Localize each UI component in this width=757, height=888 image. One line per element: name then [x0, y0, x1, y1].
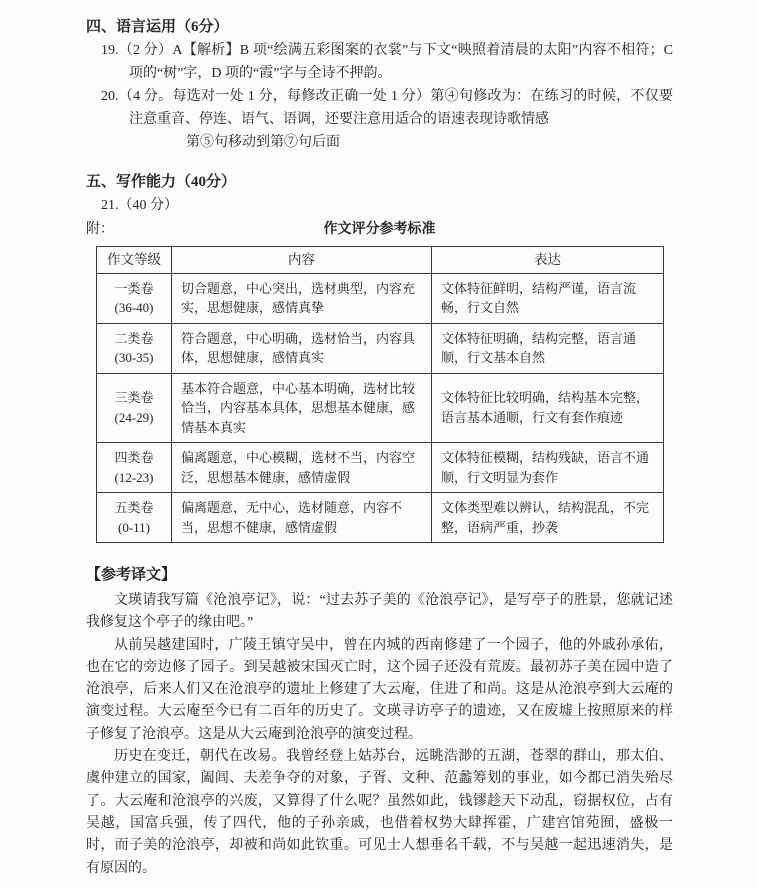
grade-range: (36-40) [114, 300, 154, 315]
table-row-grade-1 [97, 273, 664, 323]
translation-paragraph-3: 历史在变迁，朝代在改易。我曾经登上姑苏台，远眺浩渺的五湖，苍翠的群山，那太伯、虞仲建立的国家，阖闾、夫差争夺的对象，子胥、文种、范蠡筹划的事业，如今都已消失殆尽了。大云庵和沧浪亭的兴废，又算得了什么呢？虽然如此，钱镠趁天下动乱，窃据权位，占有吴越，国富兵强，传了四代，他的子孙亲戚，也借着权势大肆挥霍，广建宫馆苑囿，盛极一时，而子美的沧浪亭，却被和尚如此钦重。可见士人想垂名千载，不与吴越一起迅速消失，是有原因的。 [86, 749, 673, 876]
answer-item-19: 19.（2 分）A【解析】B 项“绘满五彩图案的衣裳”与下文“映照着清晨的太阳”内容不相符；C 项的“树”字，D 项的“霞”字与全诗不押韵。 [101, 43, 673, 81]
table-header-row [97, 247, 664, 274]
expression-cell: 文体特征模糊，结构残缺，语言不通顺，行文明显为套作 [432, 443, 664, 493]
grading-table-title: 作文评分参考标准 [323, 222, 436, 237]
grade-name: 五类卷 [114, 500, 154, 515]
table-row-grade-2 [97, 323, 664, 373]
grade-cell [97, 273, 172, 323]
expression-cell: 文体特征鲜明，结构严谨，语言流畅，行文自然 [432, 273, 664, 323]
grading-criteria-table [96, 246, 664, 543]
grade-cell [97, 443, 172, 493]
reference-translation-title: 【参考译文】 [86, 567, 177, 583]
answer-item-20: 20.（4 分。每选对一处 1 分，每修改正确一处 1 分）第④句修改为：在练习的时候，不仅要注意重音、停连、语气、语调，还要注意用适合的语速表现诗歌情感 [101, 89, 673, 127]
grade-cell [97, 323, 172, 373]
section-language-title: 四、语言运用（6分） [86, 19, 229, 35]
table-row-grade-4 [97, 443, 664, 493]
grade-name: 二类卷 [114, 330, 154, 346]
appendix-label: 附： [86, 222, 114, 237]
content-cell: 偏离题意，中心模糊，选材不当，内容空泛，思想基本健康，感情虚假 [172, 443, 432, 493]
content-cell: 切合题意，中心突出，选材典型，内容充实，思想健康，感情真挚 [172, 273, 432, 323]
answer-item-20-note: 第⑤句移动到第⑦句后面 [186, 135, 340, 150]
answer-item-21: 21.（40 分） [101, 198, 178, 213]
grade-cell [97, 373, 172, 443]
grade-range: (0-11) [117, 519, 150, 535]
grade-range: (24-29) [114, 409, 154, 425]
expression-cell: 文体类型难以辨认，结构混乱，不完整，语病严重，抄袭 [432, 493, 664, 543]
column-header-content: 内容 [172, 247, 432, 274]
column-header-grade: 作文等级 [97, 247, 172, 274]
section-writing-title: 五、写作能力（40分） [86, 174, 237, 190]
expression-cell: 文体特征比较明确，结构基本完整，语言基本通顺，行文有套作痕迹 [432, 373, 664, 443]
grade-range: (30-35) [114, 350, 154, 365]
table-row-grade-5 [97, 493, 664, 543]
expression-cell: 文体特征明确，结构完整，语言通顺，行文基本自然 [432, 323, 664, 373]
column-header-expression: 表达 [432, 247, 664, 274]
grade-name: 四类卷 [114, 450, 154, 465]
content-cell: 偏离题意，无中心，选材随意，内容不当，思想不健康，感情虚假 [172, 493, 432, 543]
content-cell: 符合题意，中心明确，选材恰当，内容具体，思想健康，感情真实 [172, 323, 432, 373]
grade-name: 一类卷 [114, 280, 154, 296]
content-cell: 基本符合题意，中心基本明确，选材比较恰当，内容基本具体，思想基本健康，感情基本真实 [172, 373, 432, 443]
grade-range: (12-23) [114, 469, 154, 485]
translation-paragraph-1: 文瑛请我写篇《沧浪亭记》，说：“过去苏子美的《沧浪亭记》，是写亭子的胜景，您就记述我修复这个亭子的缘由吧。” [86, 593, 673, 631]
grade-name: 三类卷 [114, 390, 154, 406]
grade-cell [97, 493, 172, 543]
table-caption-row [86, 218, 673, 241]
table-row-grade-3 [97, 373, 664, 443]
translation-paragraph-2: 从前吴越建国时，广陵王镇守吴中，曾在内城的西南修建了一个园子，他的外戚孙承佑，也在它的旁边修了园子。到吴越被宋国灭亡时，这个园子还没有荒废。最初苏子美在园中造了沧浪亭，后来人们又在沧浪亭的遗址上修建了大云庵，住进了和尚。这是从沧浪亭到大云庵的演变过程。大云庵至今已有二百年的历史了。文瑛寻访亭子的遗迹，又在废墟上按照原来的样子修复了沧浪亭。这是从大云庵到沧浪亭的演变过程。 [86, 637, 673, 742]
